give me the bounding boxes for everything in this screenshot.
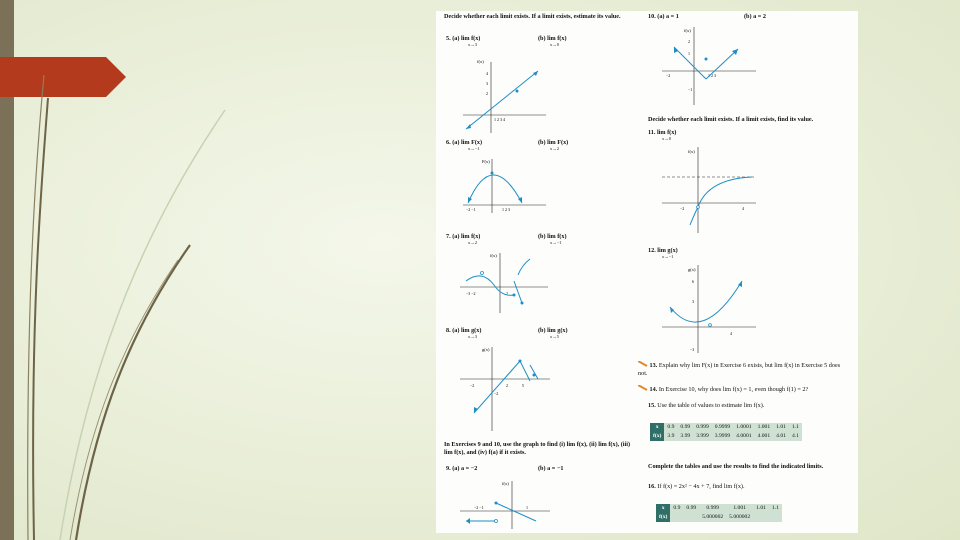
svg-text:4: 4 — [486, 71, 488, 76]
pencil-icon — [638, 361, 648, 367]
svg-text:−2: −2 — [470, 383, 475, 388]
svg-text:6: 6 — [692, 279, 694, 284]
svg-text:2: 2 — [506, 291, 508, 296]
svg-text:f(x): f(x) — [502, 481, 509, 486]
exercise-16: 16. If f(x) = 2x² − 4x + 7, find lim f(x). — [648, 483, 745, 490]
svg-text:g(x): g(x) — [482, 347, 490, 352]
svg-text:4: 4 — [742, 206, 744, 211]
graph-ex6 — [458, 157, 548, 219]
exercise-5: 5. (a) lim f(x) x→3 (b) lim f(x) x→0 — [446, 35, 567, 47]
pencil-icon — [638, 385, 648, 391]
svg-text:2: 2 — [506, 383, 508, 388]
svg-text:1 2 3: 1 2 3 — [708, 73, 716, 78]
exercise-15: 15. Use the table of values to estimate lim f(x). — [648, 402, 765, 409]
svg-text:2: 2 — [486, 91, 488, 96]
exercise-13: 13. Explain why lim F(x) in Exercise 6 exists, but lim f(x) in Exercise 5 does not. — [638, 362, 841, 377]
graph-ex5 — [458, 57, 548, 137]
svg-text:4: 4 — [730, 331, 732, 336]
svg-text:−3: −3 — [690, 347, 695, 352]
svg-text:−2: −2 — [494, 391, 499, 396]
graph-ex10 — [658, 25, 758, 109]
svg-text:−3 −2: −3 −2 — [466, 291, 476, 296]
exercise-11: 11. lim f(x) x→0 — [648, 129, 677, 141]
table-row-x: x 0.9 0.99 0.999 1.001 1.01 1.1 — [656, 504, 782, 513]
exercise-12: 12. lim g(x) x→−1 — [648, 247, 678, 259]
graph-ex11 — [658, 145, 758, 235]
table-row-x: x 0.9 0.99 0.999 0.9999 1.0001 1.001 1.01 1.1 — [650, 423, 802, 432]
table-row-fx: f(x) 3.9 3.99 3.999 3.9999 4.0001 4.001 4.01 4.1 — [650, 432, 802, 441]
graph-ex8 — [456, 345, 552, 435]
section-intro-2: Decide whether each limit exists. If a limit exists, find its value. — [648, 116, 814, 123]
exercise-6: 6. (a) lim F(x) x→−1 (b) lim F(x) x→2 — [446, 139, 569, 151]
svg-text:−2 −1: −2 −1 — [466, 207, 476, 212]
graph-ex12 — [658, 263, 758, 355]
svg-text:g(x): g(x) — [688, 267, 696, 272]
exercise-9: 9. (a) a = −2 (b) a = −1 — [446, 465, 564, 472]
svg-text:−2: −2 — [666, 73, 671, 78]
svg-text:−1: −1 — [688, 87, 693, 92]
graph-ex7 — [456, 251, 552, 317]
table-ex16 — [656, 504, 782, 522]
graph-ex9 — [456, 479, 552, 531]
svg-text:1: 1 — [526, 505, 528, 510]
svg-text:2: 2 — [688, 39, 690, 44]
exercise-10: 10. (a) a = 1 (b) a = 2 — [648, 13, 766, 20]
textbook-page — [436, 11, 858, 533]
svg-text:5: 5 — [522, 383, 524, 388]
svg-text:1 2 3 4: 1 2 3 4 — [494, 117, 505, 122]
svg-text:f(x): f(x) — [688, 149, 695, 154]
decorative-swooshes — [0, 0, 260, 540]
table-ex15 — [650, 423, 802, 441]
svg-text:1 2 3: 1 2 3 — [502, 207, 510, 212]
svg-text:f(x): f(x) — [490, 253, 497, 258]
section-intro: Decide whether each limit exists. If a limit exists, estimate its value. — [444, 13, 621, 20]
svg-text:F(x): F(x) — [482, 159, 490, 164]
svg-text:1: 1 — [688, 51, 690, 56]
complete-tables-intro: Complete the tables and use the results to find the indicated limits. — [648, 463, 824, 470]
svg-text:3: 3 — [486, 81, 488, 86]
svg-text:−2: −2 — [680, 206, 685, 211]
svg-text:f(x): f(x) — [684, 28, 691, 33]
table-row-fx: f(x) 5.000002 5.000002 — [656, 513, 782, 522]
exercise-8: 8. (a) lim g(x) x→3 (b) lim g(x) x→5 — [446, 327, 568, 339]
svg-text:f(x): f(x) — [477, 59, 484, 64]
svg-text:−2 −1: −2 −1 — [474, 505, 484, 510]
svg-text:3: 3 — [692, 299, 694, 304]
exercise-14: 14. In Exercise 10, why does lim f(x) = 1, even though f(1) = 2? — [638, 385, 846, 394]
exercise-9-10-intro: In Exercises 9 and 10, use the graph to find (i) lim f(x), (ii) lim f(x), (iii) lim f(x), and (iv) f(a) if it exists. — [444, 441, 631, 456]
exercise-7: 7. (a) lim f(x) x→2 (b) lim f(x) x→−1 — [446, 233, 567, 245]
